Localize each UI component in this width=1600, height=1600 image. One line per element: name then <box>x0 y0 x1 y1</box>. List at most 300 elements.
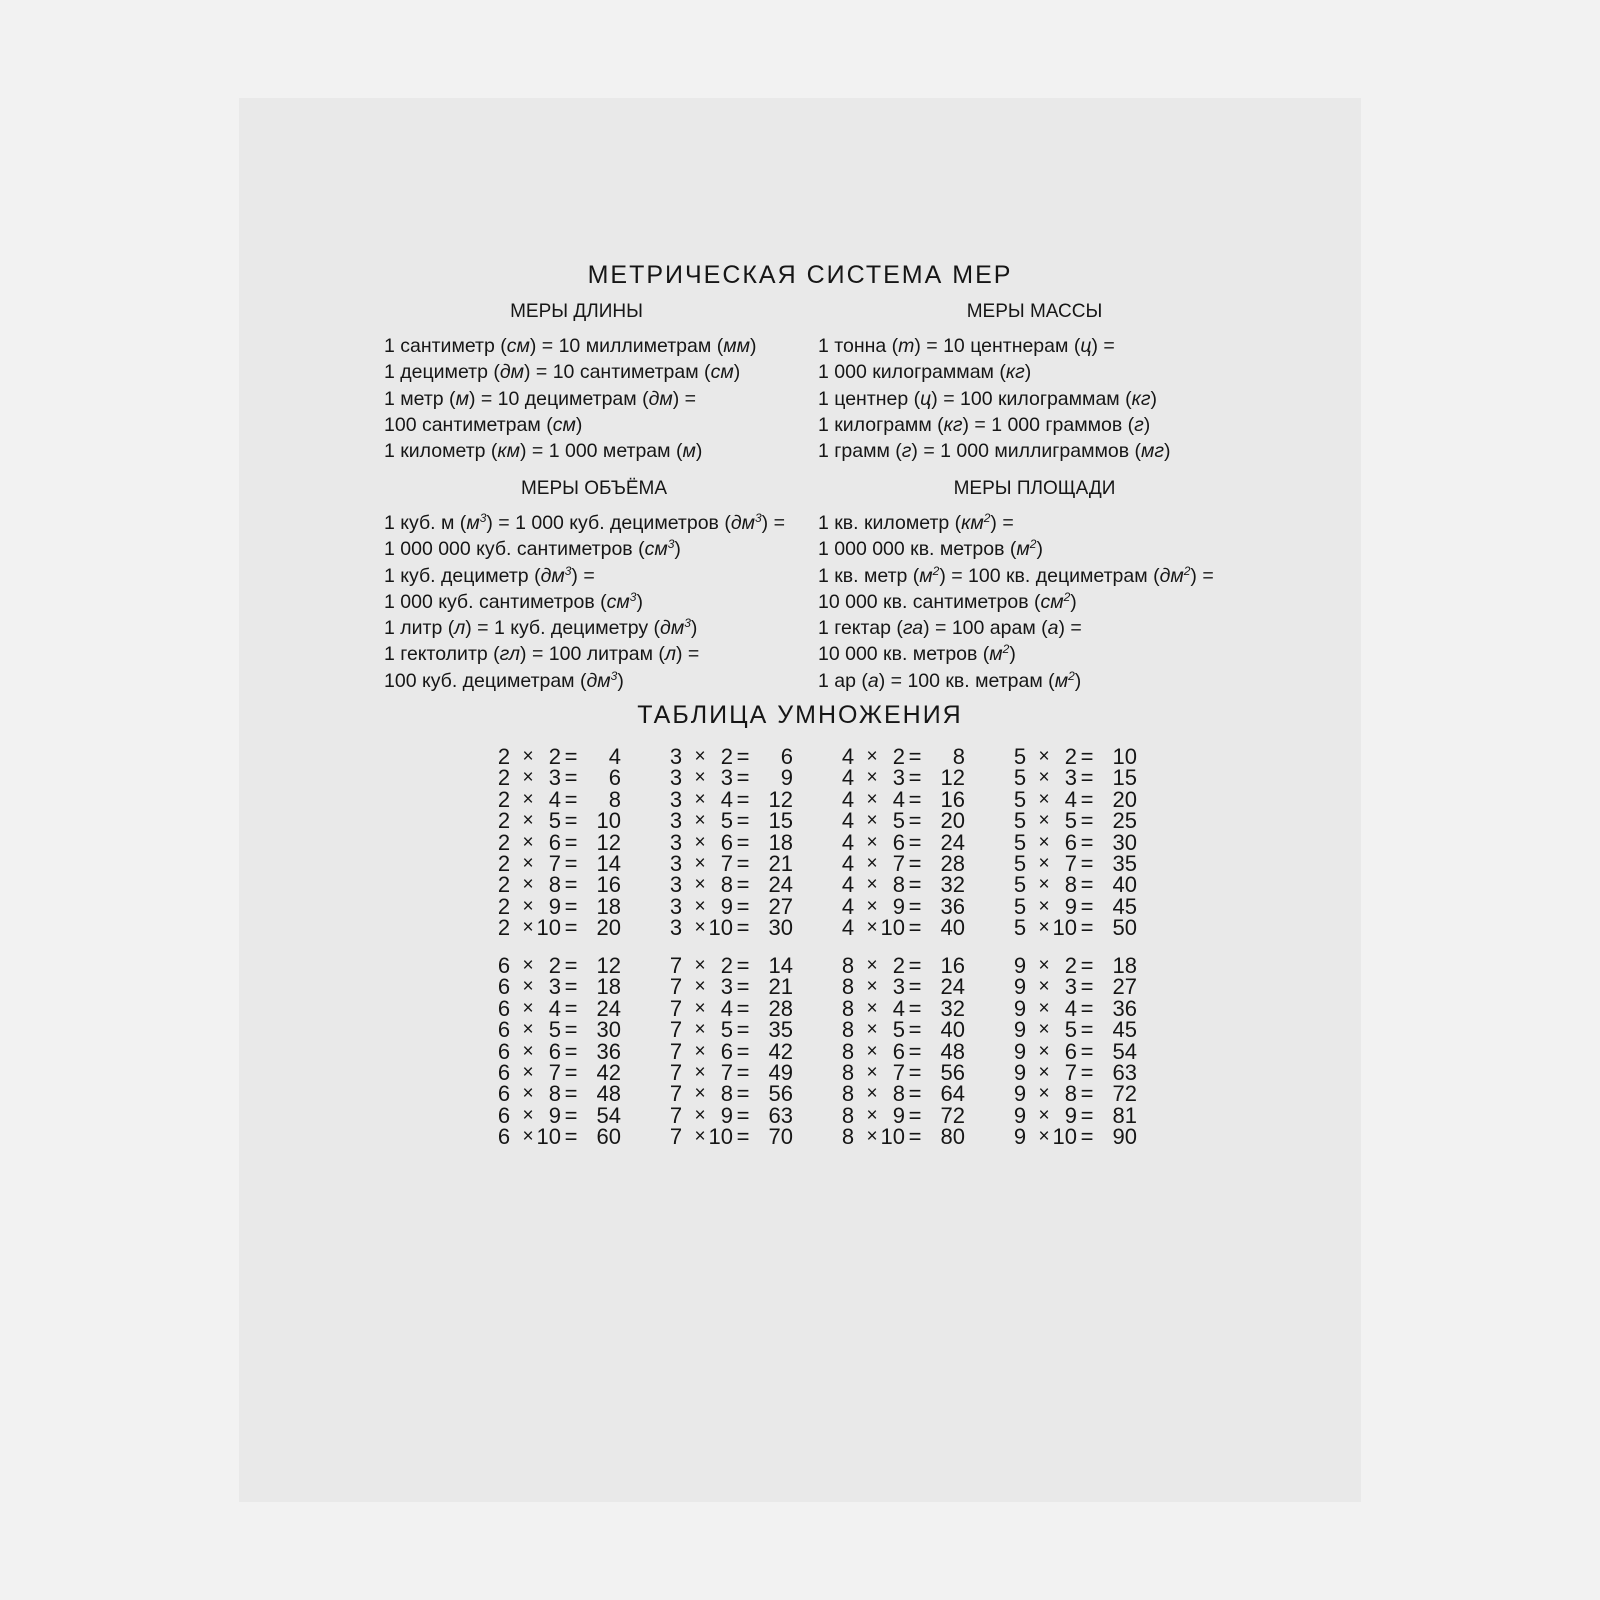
unit-line <box>818 412 1278 438</box>
multiplier: 8 <box>892 1081 905 1107</box>
unit-line <box>818 333 1278 359</box>
unit-text: 1 куб. дециметр ( <box>384 564 541 587</box>
times-sign: × <box>866 976 878 998</box>
times-sign: × <box>1038 810 1050 832</box>
multiplicand: 4 <box>841 744 855 769</box>
multiplier: 4 <box>548 995 561 1021</box>
multiplier: 10 <box>536 1124 561 1150</box>
multiplier: 7 <box>548 1059 561 1085</box>
unit-exponent: 2 <box>1002 642 1010 657</box>
unit-text: 1 дециметр ( <box>384 361 500 384</box>
multiplicand: 2 <box>497 808 511 834</box>
unit-text: 1 кв. километр ( <box>818 512 962 534</box>
multiplicand: 6 <box>497 1081 511 1107</box>
unit-text: 1 000 000 куб. сантиметров ( <box>384 538 645 561</box>
multiplicand: 7 <box>669 1059 683 1085</box>
equals-sign: = <box>1080 1038 1094 1064</box>
times-sign: × <box>522 917 534 939</box>
unit-exponent: 2 <box>983 511 991 525</box>
unit-line <box>818 438 1278 464</box>
unit-abbrev: а <box>1047 617 1059 640</box>
product: 27 <box>768 893 793 919</box>
multiplier: 4 <box>720 995 733 1021</box>
multiplicand: 3 <box>669 808 683 834</box>
unit-text: ) = 1 000 куб. дециметров ( <box>486 512 731 534</box>
unit-line <box>384 668 814 694</box>
unit-exponent: 2 <box>1029 537 1037 552</box>
times-sign: × <box>1038 917 1050 939</box>
unit-text: ) <box>695 440 703 463</box>
unit-text: ) <box>690 617 698 640</box>
product: 63 <box>1112 1059 1137 1085</box>
product: 36 <box>940 893 965 919</box>
equals-sign: = <box>1080 1059 1094 1085</box>
times-sign: × <box>694 955 706 976</box>
multiplier: 7 <box>1064 850 1077 876</box>
product: 10 <box>596 808 621 834</box>
unit-text: ) = 1 000 метрам ( <box>520 440 683 463</box>
product: 81 <box>1112 1102 1137 1128</box>
multiplicand: 7 <box>669 1038 683 1064</box>
unit-abbrev: м <box>455 387 469 410</box>
times-sign: × <box>522 746 534 767</box>
multiplicand: 9 <box>1013 1059 1027 1085</box>
product: 54 <box>1112 1038 1137 1064</box>
multiplicand: 8 <box>841 953 855 978</box>
multiplicand: 6 <box>497 1059 511 1085</box>
unit-line <box>818 510 1288 536</box>
times-sign: × <box>522 1083 534 1105</box>
times-sign: × <box>694 874 706 896</box>
unit-abbrev: см <box>506 335 530 357</box>
multiplicand: 7 <box>669 1017 683 1043</box>
unit-text: ) = <box>1058 617 1082 640</box>
times-sign: × <box>1038 997 1050 1019</box>
product: 15 <box>1112 765 1137 791</box>
unit-abbrev: км <box>497 440 520 463</box>
multiplier: 4 <box>892 786 905 812</box>
equals-sign: = <box>736 1081 750 1107</box>
equals-sign: = <box>564 808 578 834</box>
multiplier: 2 <box>892 953 905 978</box>
times-sign: × <box>866 1061 878 1083</box>
equals-sign: = <box>1080 1124 1094 1150</box>
times-sign: × <box>522 810 534 832</box>
unit-abbrev: ц <box>1080 335 1092 357</box>
unit-abbrev: см <box>710 361 734 384</box>
unit-text: 1 000 000 кв. метров ( <box>818 538 1017 561</box>
times-sign: × <box>694 895 706 917</box>
multiplier: 2 <box>548 953 561 978</box>
equals-sign: = <box>1080 893 1094 919</box>
unit-text: 10 000 кв. метров ( <box>818 643 990 666</box>
multiplier: 8 <box>1064 872 1077 898</box>
section-heading-volume: МЕРЫ ОБЪЁМА <box>520 478 668 499</box>
section-heading-area: МЕРЫ ПЛОЩАДИ <box>953 478 1116 499</box>
multiplier: 9 <box>720 1102 733 1128</box>
unit-text: 1 сантиметр ( <box>384 335 507 357</box>
unit-abbrev: л <box>664 643 676 666</box>
product: 30 <box>768 915 793 941</box>
unit-exponent: 3 <box>684 616 691 631</box>
unit-text: 1 километр ( <box>384 440 498 463</box>
equals-sign: = <box>564 744 578 769</box>
times-sign: × <box>1038 1126 1050 1148</box>
multiplicand: 9 <box>1013 1124 1027 1150</box>
multiplier: 5 <box>1064 808 1077 834</box>
times-sign: × <box>1038 852 1050 874</box>
times-sign: × <box>522 895 534 917</box>
equals-sign: = <box>736 744 750 769</box>
equals-sign: = <box>564 1038 578 1064</box>
equals-sign: = <box>564 765 578 791</box>
times-sign: × <box>866 788 878 810</box>
equals-sign: = <box>736 953 750 978</box>
section-heading-mass: МЕРЫ МАССЫ <box>966 301 1103 322</box>
times-sign: × <box>866 1126 878 1148</box>
equals-sign: = <box>908 995 922 1021</box>
multiplicand: 9 <box>1013 995 1027 1021</box>
equals-sign: = <box>1080 829 1094 855</box>
unit-abbrev: км <box>961 512 984 534</box>
equals-sign: = <box>908 786 922 812</box>
unit-abbrev: кг <box>943 413 963 436</box>
unit-line <box>384 386 784 412</box>
times-sign: × <box>1038 1061 1050 1083</box>
times-sign: × <box>522 831 534 853</box>
equals-sign: = <box>1080 850 1094 876</box>
product: 18 <box>596 974 621 1000</box>
equals-sign: = <box>736 995 750 1021</box>
unit-abbrev: м <box>1054 669 1069 692</box>
times-sign: × <box>694 917 706 939</box>
unit-text: ) = 1 000 миллиграммов ( <box>911 440 1142 463</box>
multiplicand: 6 <box>497 1102 511 1128</box>
multiplicand: 3 <box>669 744 683 769</box>
product: 36 <box>596 1038 621 1064</box>
product: 14 <box>596 850 621 876</box>
unit-text: 1 килограмм ( <box>818 413 944 436</box>
times-sign: × <box>866 767 878 789</box>
product: 32 <box>940 995 965 1021</box>
multiplier: 7 <box>892 1059 905 1085</box>
equals-sign: = <box>736 915 750 941</box>
multiplicand: 2 <box>497 850 511 876</box>
multiplicand: 4 <box>841 850 855 876</box>
product: 18 <box>768 829 793 855</box>
multiplicand: 5 <box>1013 786 1027 812</box>
equals-sign: = <box>736 1102 750 1128</box>
equals-sign: = <box>564 872 578 898</box>
unit-abbrev: м <box>466 512 480 534</box>
multiplier: 8 <box>1064 1081 1077 1107</box>
unit-text: ) = 1 000 граммов ( <box>962 413 1135 436</box>
multiplicand: 7 <box>669 953 683 978</box>
multiplicand: 4 <box>841 893 855 919</box>
unit-text: ) = 100 кв. дециметрам ( <box>939 564 1160 587</box>
times-sign: × <box>694 1126 706 1148</box>
product: 21 <box>768 974 793 1000</box>
equals-sign: = <box>908 1102 922 1128</box>
multiplier: 6 <box>548 829 561 855</box>
multiplier: 9 <box>892 893 905 919</box>
equals-sign: = <box>736 893 750 919</box>
unit-text: ) = 100 арам ( <box>923 617 1048 640</box>
multiplier: 3 <box>720 974 733 1000</box>
product: 45 <box>1112 1017 1137 1043</box>
unit-text: ) <box>1024 361 1032 384</box>
product: 24 <box>596 995 621 1021</box>
unit-text: 1 000 куб. сантиметров ( <box>384 590 607 613</box>
unit-line <box>384 438 784 464</box>
unit-text: ) = <box>672 387 697 410</box>
multiplicand: 2 <box>497 915 511 941</box>
section-volume <box>384 476 814 694</box>
unit-text: 1 гектар ( <box>818 617 903 640</box>
product: 60 <box>596 1124 621 1150</box>
equals-sign: = <box>1080 808 1094 834</box>
product: 49 <box>768 1059 793 1085</box>
equals-sign: = <box>908 765 922 791</box>
multiplier: 6 <box>1064 829 1077 855</box>
unit-abbrev: м <box>1016 538 1030 561</box>
multiplier: 9 <box>1064 893 1077 919</box>
unit-text: ) = 10 центнерам ( <box>914 335 1081 357</box>
unit-line <box>818 641 1288 667</box>
product: 35 <box>1112 850 1137 876</box>
multiplier: 7 <box>892 850 905 876</box>
multiplier: 2 <box>720 744 733 769</box>
multiplicand: 5 <box>1013 915 1027 941</box>
unit-line <box>384 563 814 589</box>
unit-abbrev: дм <box>648 387 673 410</box>
equals-sign: = <box>908 872 922 898</box>
unit-text: ) <box>749 335 757 357</box>
unit-text: ) = <box>1091 335 1115 357</box>
multiplier: 6 <box>548 1038 561 1064</box>
unit-exponent: 2 <box>1063 589 1071 604</box>
equals-sign: = <box>908 1081 922 1107</box>
multiplicand: 4 <box>841 915 855 941</box>
unit-text: 10 000 кв. сантиметров ( <box>818 590 1041 613</box>
unit-abbrev: гл <box>499 643 521 666</box>
times-sign: × <box>1038 976 1050 998</box>
page-title: МЕТРИЧЕСКАЯ СИСТЕМА МЕР <box>587 261 1013 289</box>
times-sign: × <box>694 997 706 1019</box>
product: 40 <box>940 915 965 941</box>
multiplier: 5 <box>720 1017 733 1043</box>
product: 48 <box>596 1081 621 1107</box>
unit-text: ) <box>1009 643 1016 666</box>
product: 28 <box>940 850 965 876</box>
multiplier: 6 <box>892 1038 905 1064</box>
equals-sign: = <box>564 953 578 978</box>
section-lines-area <box>818 510 1288 694</box>
unit-text: ) = 100 кв. метрам ( <box>878 669 1055 692</box>
product: 80 <box>940 1124 965 1150</box>
product: 56 <box>768 1081 793 1107</box>
times-sign: × <box>694 1019 706 1041</box>
times-sign: × <box>522 767 534 789</box>
unit-abbrev: м <box>989 643 1003 666</box>
equals-sign: = <box>908 974 922 1000</box>
product: 15 <box>768 808 793 834</box>
times-sign: × <box>866 831 878 853</box>
equals-sign: = <box>1080 915 1094 941</box>
multiplicand: 6 <box>497 1038 511 1064</box>
multiplicand: 8 <box>841 974 855 1000</box>
multiplicand: 8 <box>841 1081 855 1107</box>
equals-sign: = <box>908 1124 922 1150</box>
product: 20 <box>1112 786 1137 812</box>
times-sign: × <box>694 1040 706 1062</box>
multiplier: 8 <box>548 1081 561 1107</box>
unit-line <box>818 589 1288 615</box>
unit-abbrev: г <box>1134 413 1144 436</box>
multiplier: 3 <box>892 974 905 1000</box>
unit-text: 1 тонна ( <box>818 335 899 357</box>
multiplicand: 9 <box>1013 1038 1027 1064</box>
unit-line <box>818 563 1288 589</box>
unit-text: 100 сантиметрам ( <box>384 413 553 436</box>
unit-abbrev: т <box>898 335 915 357</box>
equals-sign: = <box>1080 995 1094 1021</box>
product: 16 <box>940 786 965 812</box>
product: 21 <box>768 850 793 876</box>
times-sign: × <box>522 874 534 896</box>
unit-exponent: 3 <box>754 511 762 525</box>
unit-exponent: 3 <box>564 563 572 578</box>
multiplier: 7 <box>548 850 561 876</box>
multiplicand: 2 <box>497 786 511 812</box>
multiplicand: 7 <box>669 1124 683 1150</box>
multiplier: 8 <box>892 872 905 898</box>
times-sign: × <box>1038 831 1050 853</box>
product: 4 <box>608 744 621 769</box>
multiplier: 6 <box>720 1038 733 1064</box>
multiplier: 5 <box>892 1017 905 1043</box>
times-sign: × <box>866 1104 878 1126</box>
multiplier: 3 <box>1064 765 1077 791</box>
times-sign: × <box>522 788 534 810</box>
section-heading-length: МЕРЫ ДЛИНЫ <box>510 301 643 322</box>
equals-sign: = <box>736 872 750 898</box>
product: 40 <box>940 1017 965 1043</box>
multiplier: 9 <box>548 1102 561 1128</box>
multiplicand: 2 <box>497 765 511 791</box>
equals-sign: = <box>564 786 578 812</box>
multiplicand: 3 <box>669 850 683 876</box>
unit-abbrev: м <box>919 564 933 587</box>
multiplier: 10 <box>1052 915 1077 941</box>
product: 54 <box>596 1102 621 1128</box>
unit-text: ) <box>575 413 583 436</box>
times-sign: × <box>866 810 878 832</box>
multiplier: 3 <box>892 765 905 791</box>
times-sign: × <box>694 746 706 767</box>
times-sign: × <box>866 955 878 976</box>
unit-abbrev: ц <box>920 387 932 410</box>
multiplier: 6 <box>1064 1038 1077 1064</box>
times-sign: × <box>1038 1040 1050 1062</box>
unit-text: ) = <box>761 512 785 534</box>
equals-sign: = <box>1080 1017 1094 1043</box>
multiplier: 9 <box>892 1102 905 1128</box>
times-sign: × <box>522 1104 534 1126</box>
unit-abbrev: а <box>867 669 879 692</box>
unit-text: ) <box>1150 387 1157 410</box>
equals-sign: = <box>564 1081 578 1107</box>
multiplicand: 5 <box>1013 872 1027 898</box>
product: 56 <box>940 1059 965 1085</box>
multiplicand: 8 <box>841 1017 855 1043</box>
multiplicand: 3 <box>669 915 683 941</box>
unit-exponent: 2 <box>932 563 940 578</box>
multiplier: 4 <box>720 786 733 812</box>
unit-text: ) = <box>571 564 595 587</box>
unit-exponent: 2 <box>1068 668 1075 683</box>
equals-sign: = <box>736 1059 750 1085</box>
multiplicand: 3 <box>669 786 683 812</box>
multiplicand: 8 <box>841 1102 855 1128</box>
multiplicand: 7 <box>669 1102 683 1128</box>
multiplier: 3 <box>548 765 561 791</box>
multiplier: 7 <box>1064 1059 1077 1085</box>
equals-sign: = <box>736 850 750 876</box>
multiplier: 2 <box>548 744 561 769</box>
product: 16 <box>596 872 621 898</box>
equals-sign: = <box>908 850 922 876</box>
unit-abbrev: мг <box>1141 440 1165 463</box>
product: 6 <box>780 744 793 769</box>
product: 14 <box>768 953 793 978</box>
times-sign: × <box>694 976 706 998</box>
multiplier: 8 <box>720 1081 733 1107</box>
unit-text: ) <box>733 361 741 384</box>
section-area <box>818 476 1288 694</box>
product: 24 <box>768 872 793 898</box>
multiplier: 2 <box>892 744 905 769</box>
equals-sign: = <box>736 786 750 812</box>
product: 8 <box>608 786 621 812</box>
unit-line <box>384 412 784 438</box>
multiplicand: 4 <box>841 872 855 898</box>
product: 16 <box>940 953 965 978</box>
unit-line <box>818 668 1288 694</box>
multiplicand: 8 <box>841 1059 855 1085</box>
product: 24 <box>940 974 965 1000</box>
multiplicand: 9 <box>1013 953 1027 978</box>
unit-abbrev: мм <box>723 335 750 357</box>
product: 72 <box>940 1102 965 1128</box>
multiplier: 4 <box>548 786 561 812</box>
section-lines-length <box>384 333 784 464</box>
times-sign: × <box>694 767 706 789</box>
unit-exponent: 3 <box>667 537 675 552</box>
equals-sign: = <box>564 1017 578 1043</box>
section-mass <box>818 299 1278 464</box>
unit-text: 1 куб. м ( <box>384 512 467 534</box>
equals-sign: = <box>1080 744 1094 769</box>
times-sign: × <box>1038 874 1050 896</box>
multiplicand: 5 <box>1013 829 1027 855</box>
product: 30 <box>1112 829 1137 855</box>
product: 36 <box>1112 995 1137 1021</box>
unit-text: ) = <box>675 643 700 666</box>
unit-text: ) = 10 дециметрам ( <box>468 387 649 410</box>
unit-text: 100 куб. дециметрам ( <box>384 669 587 692</box>
multiplicand: 8 <box>841 995 855 1021</box>
